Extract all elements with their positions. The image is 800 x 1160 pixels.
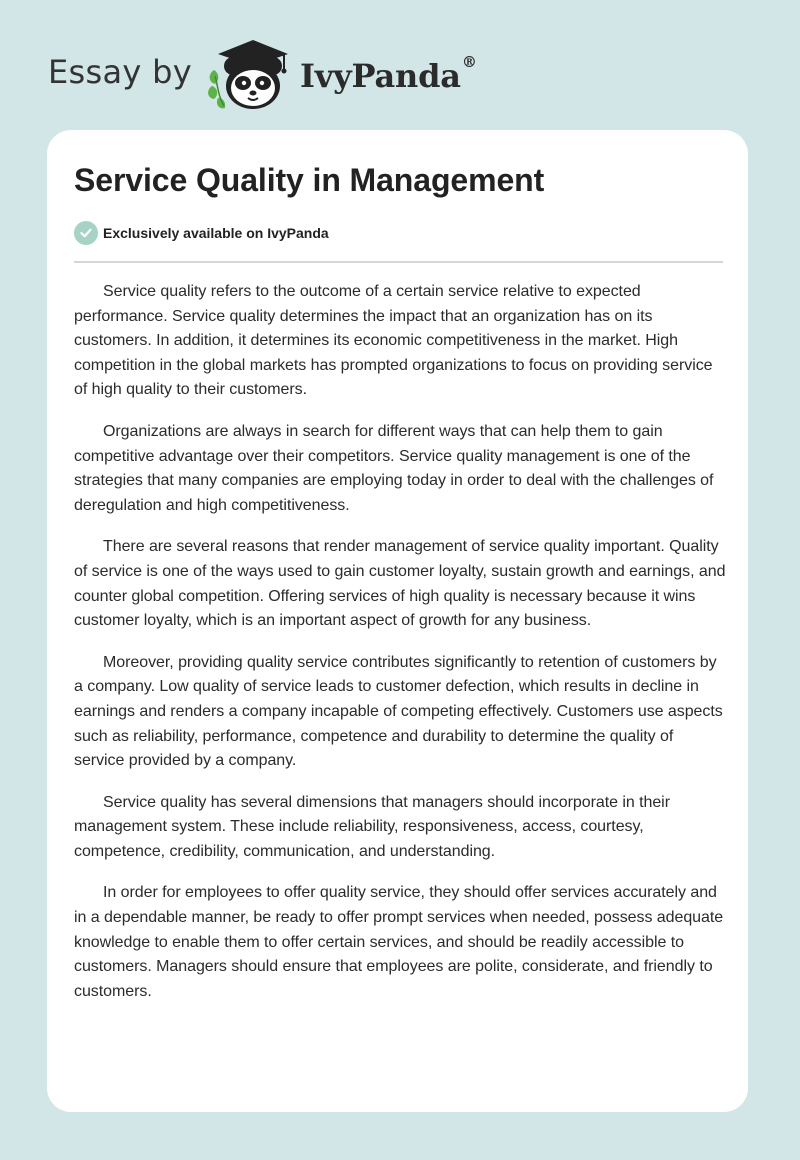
- paragraph: Service quality refers to the outcome of a certain service relative to expected performance. Service quality determines the impact that an organization has on its customers. In addition, it determines its economic competitiveness in the market. High competition in the global markets has prompted organizations to focus on providing service of high quality to their customers.: [74, 283, 713, 399]
- page-title: Service Quality in Management: [74, 162, 545, 198]
- exclusive-badge: [74, 221, 329, 245]
- paragraph: There are several reasons that render management of service quality important. Quality of service is one of the ways used to gain customer loyalty, sustain growth and earnings, and counter global competition. Offering services of high quality is necessary because it wins customer loyalty, which is an important aspect of growth for any business.: [74, 538, 726, 630]
- paragraph: Moreover, providing quality service contributes significantly to retention of customers by a company. Low quality of service leads to customer defection, which results in decline in earnings and renders a company incapable of competing effectively. Customers use aspects such as reliability, performance, competence and durability to determine the quality of service provided by a company.: [74, 653, 723, 770]
- essay-card: [47, 130, 748, 1112]
- essay-by-label: Essay by: [48, 53, 192, 91]
- paragraph: Organizations are always in search for different ways that can help them to gain competitive advantage over their competitors. Service quality management is one of the strategies that many companies are employing today in order to deal with the challenges of deregulation and high competitiveness.: [74, 422, 714, 514]
- ivy-leaf-icon: [208, 70, 225, 108]
- essay-body: [74, 280, 726, 1021]
- site-header: [48, 34, 477, 114]
- exclusive-badge-label: Exclusively available on IvyPanda: [103, 225, 329, 241]
- check-icon: [74, 221, 98, 245]
- title-divider: [74, 261, 723, 263]
- paragraph: In order for employees to offer quality service, they should offer services accurately and in a dependable manner, be ready to offer prompt services when needed, possess adequate knowledge to enable them to offer certain services, and should be readily accessible to customers. Managers should ensure that employees are polite, considerate, and friendly to customers.: [74, 884, 724, 1000]
- registered-mark: ®: [461, 53, 477, 71]
- paragraph: Service quality has several dimensions that managers should incorporate in their management system. These include reliability, responsiveness, access, courtesy, competence, credibility, communication, and understanding.: [74, 793, 670, 860]
- brand-name[interactable]: IvyPanda®: [299, 53, 477, 95]
- panda-logo-icon[interactable]: [206, 36, 296, 112]
